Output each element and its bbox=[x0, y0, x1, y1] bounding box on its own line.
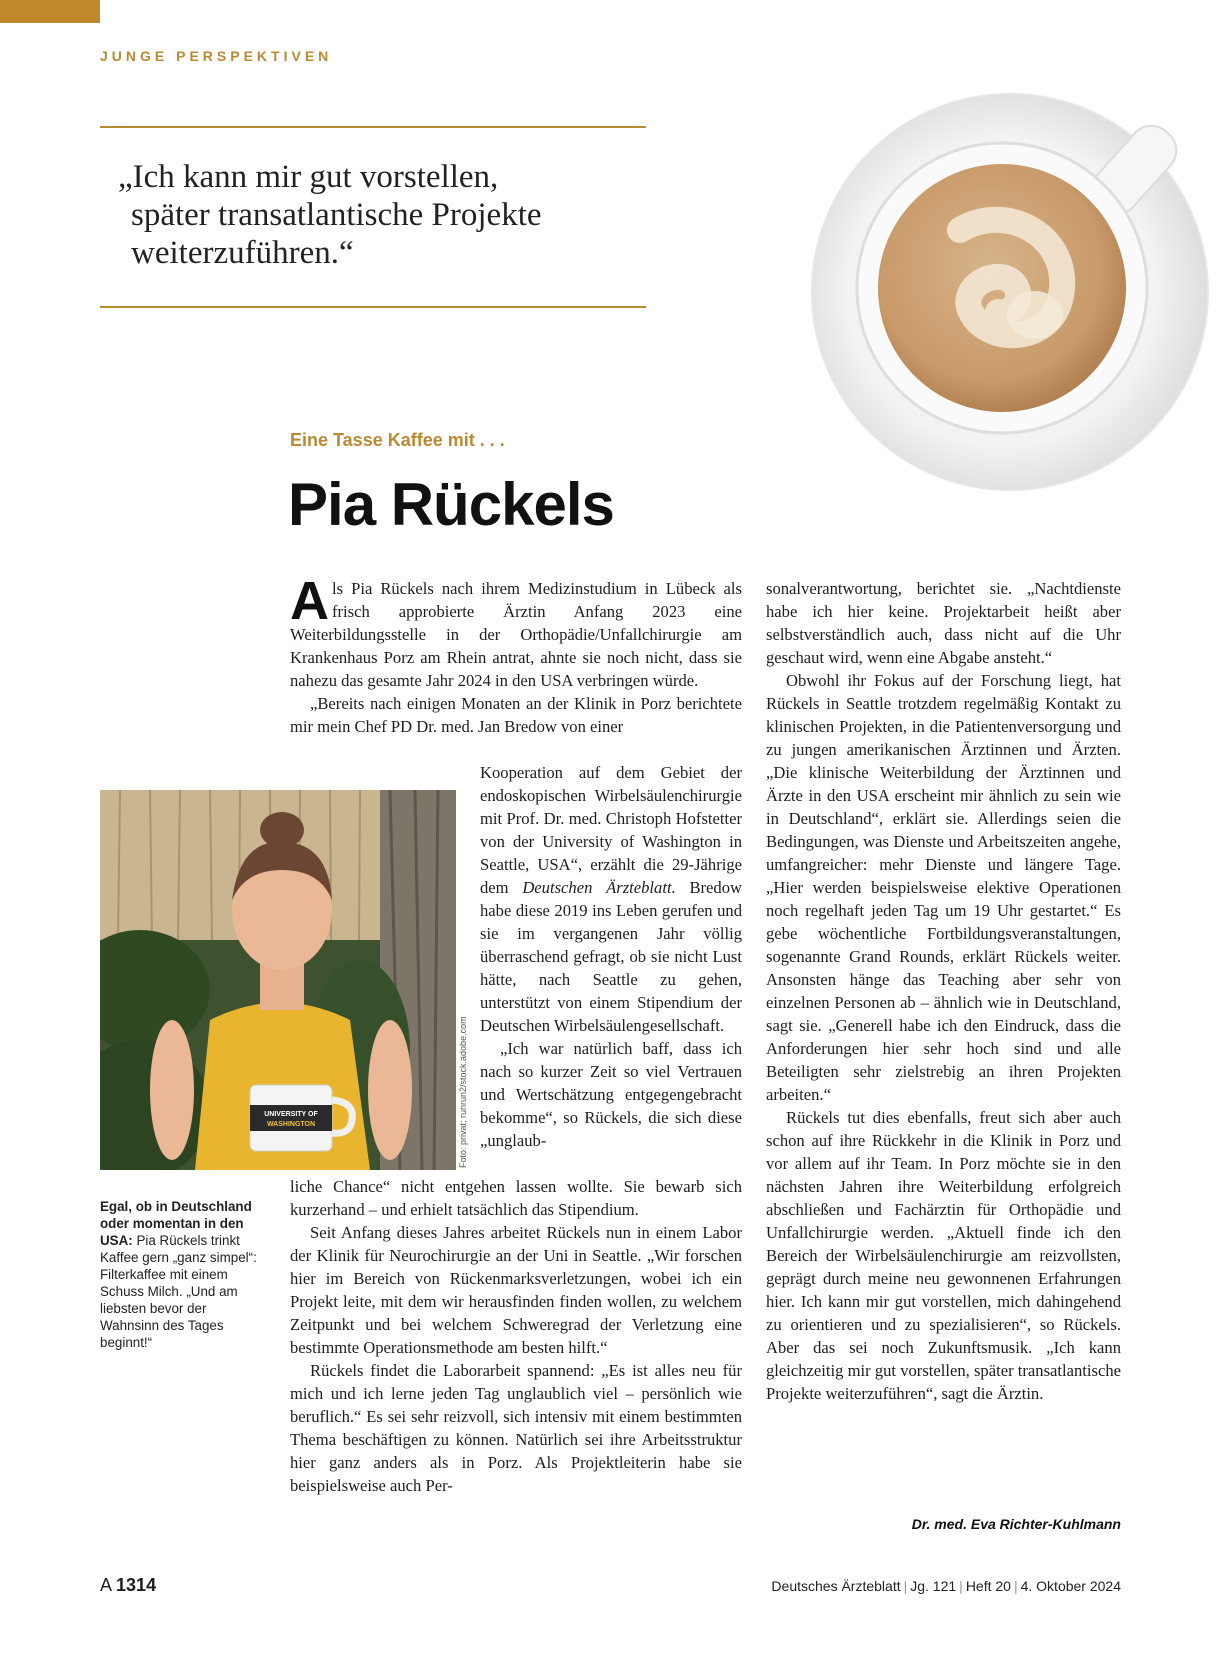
caption-lead: Egal, ob in Deutschland oder momentan in den USA: bbox=[100, 1199, 252, 1248]
footer-source: Deutsches Ärzteblatt | Jg. 121 | Heft 20 | 4. Oktober 2024 bbox=[771, 1578, 1121, 1594]
pull-quote-line-2: später transatlantische Projekte bbox=[131, 197, 542, 233]
pull-quote-line-1: „Ich kann mir gut vorstellen, bbox=[118, 159, 499, 195]
page-number: A 1314 bbox=[100, 1575, 157, 1595]
pull-quote bbox=[118, 158, 658, 272]
photo-credit: Foto: privat; runrun2/stock.adobe.com bbox=[458, 1016, 468, 1168]
paragraph: Kooperation auf dem Gebiet der endoskopischen Wirbelsäulenchirurgie mit Prof. Dr. med. Christoph Hofstetter von der University of Washington in Seattle, USA“, erzählt die 29-Jährige dem Deutschen Ärzteblatt. Bredow habe diese 2019 ins Leben gerufen und sie im vergangenen Jahr völlig überraschend gefragt, ob sie nicht Lust hätte, nach Seattle zu gehen, unterstützt von einem Stipendium der Deutschen Wirbelsäulengesellschaft. bbox=[480, 763, 743, 1035]
dropcap: A bbox=[290, 571, 329, 631]
caption-text: Pia Rückels trinkt Kaffee gern „ganz simpel“: Filterkaffee mit einem Schuss Milch. „Und am liebsten bevor der Wahnsinn des Tages beginnt!“ bbox=[100, 1233, 257, 1350]
headline: Pia Rückels bbox=[288, 471, 614, 538]
article-column-2 bbox=[766, 577, 1121, 1405]
paragraph: „Ich war natürlich baff, dass ich nach so kurzer Zeit so viel Vertrauen und Wertschätzung entgegengebracht bekomme“, so Rückels, die sich diese „unglaub- bbox=[480, 1039, 742, 1150]
pull-quote-line-3: weiterzuführen.“ bbox=[131, 235, 354, 271]
kicker: Eine Tasse Kaffee mit . . . bbox=[290, 430, 505, 450]
paragraph: Rückels findet die Laborarbeit spannend: „Es ist alles neu für mich und ich lerne jeden Tag unglaublich viel – persönlich wie beruflich.“ Es sei sehr reizvoll, sich intensiv mit einem bestimmten Thema beschäftigen zu können. Natürlich sei ihre Arbeitsstruktur hier ganz anders als in Porz. Als Projektleiterin habe sie beispielsweise auch Per- bbox=[290, 1361, 742, 1495]
paragraph: „Bereits nach einigen Monaten an der Klinik in Porz berichtete mir mein Chef PD Dr. med. Jan Bredow von einer bbox=[290, 694, 742, 736]
photo-caption bbox=[100, 1198, 262, 1351]
paragraph: sonalverantwortung, berichtet sie. „Nachtdienste habe ich hier keine. Projektarbeit heißt aber selbstverständlich auch, dass nicht auf die Uhr geschaut wird, wenn eine Abgabe ansteht.“ bbox=[766, 579, 1121, 667]
paragraph: Seit Anfang dieses Jahres arbeitet Rückels nun in einem Labor der Klinik für Neurochirurgie an der Uni in Seattle. „Wir forschen hier im Bereich von Rückenmarksverletzungen, wobei ich ein Projekt leite, mit dem wir herausfinden finden wollen, zu welchem Zeitpunkt und bei welchem Schweregrad der Verletzung eine bestimmte Operationsmethode am besten hilft.“ bbox=[290, 1223, 742, 1357]
paragraph: Als Pia Rückels nach ihrem Medizinstudium in Lübeck als frisch approbierte Ärztin Anfang 2023 eine Weiterbildungsstelle in der Orthopädie/Unfallchirurgie am Krankenhaus Porz am Rhein antrat, ahnte sie noch nicht, dass sie nahezu das gesamte Jahr 2024 in den USA verbringen würde. bbox=[290, 571, 742, 690]
mug-text-2: WASHINGTON bbox=[266, 1121, 316, 1128]
quote-rule-top bbox=[100, 126, 646, 128]
article-column-1-top bbox=[290, 571, 742, 738]
portrait-photo bbox=[100, 790, 456, 1170]
section-label: JUNGE PERSPEKTIVEN bbox=[100, 48, 333, 64]
quote-rule-bottom bbox=[100, 306, 646, 308]
article-column-1-bottom bbox=[290, 1175, 742, 1497]
paragraph: liche Chance“ nicht entgehen lassen wollte. Sie bewarb sich kurzerhand – und erhielt tatsächlich das Stipendium. bbox=[290, 1177, 742, 1219]
coffee-cup-image bbox=[810, 90, 1223, 510]
paragraph: Rückels tut dies ebenfalls, freut sich aber auch schon auf ihre Rückkehr in die Klinik in Porz und vor allem auf ihr Team. In Porz möchte sie in den nächsten Jahren ihre Weiterbildung erfolgreich abschließen und Fachärztin für Orthopädie und Unfallchirurgie werden. „Aktuell finde ich den Bereich der Wirbelsäulenchirurgie am reizvollsten, geprägt durch meine neu gewonnenen Erfahrungen hier. Ich kann mir gut vorstellen, mich dahingehend zu orientieren und zu spezialisieren“, so Rückels. Aber das sei noch Zukunftsmusik. „Ich kann gleichzeitig mir gut vorstellen, später transatlantische Projekte weiterzuführen“, sagt die Ärztin. bbox=[766, 1108, 1121, 1403]
corner-accent-bar bbox=[0, 0, 100, 23]
article-column-1-wrap bbox=[480, 761, 742, 1152]
paragraph: Obwohl ihr Fokus auf der Forschung liegt, hat Rückels in Seattle trotzdem regelmäßig Kontakt zu klinischen Projekten, in die Patientenversorgung und zu jungen amerikanischen Ärztinnen und Ärzten. „Die klinische Weiterbildung der Ärztinnen und Ärzte in den USA erscheint mir ähnlich zu sein wie in Deutschland“, erklärt sie. Allerdings seien die Bedingungen, was Dienste und Arbeitszeiten angehe, umfangreicher: mehr Dienste und längere Tage. „Hier werden beispielsweise elektive Operationen noch regelhaft jeden Tag um 19 Uhr gestartet.“ Es gebe wöchentliche Fortbildungsveranstaltungen, sogenannte Grand Rounds, erklärt Rückels weiter. Ansonsten hänge das Teaching aber sehr von einzelnen Personen ab – ähnlich wie in Deutschland, sagt sie. „Generell habe ich den Eindruck, dass die Anforderungen hier sehr hoch sind und alle Beteiligten sehr zielstrebig an ihren Projekten arbeiten.“ bbox=[766, 671, 1121, 1104]
author-byline: Dr. med. Eva Richter-Kuhlmann bbox=[911, 1516, 1121, 1532]
mug-text-1: UNIVERSITY OF bbox=[264, 1111, 318, 1118]
